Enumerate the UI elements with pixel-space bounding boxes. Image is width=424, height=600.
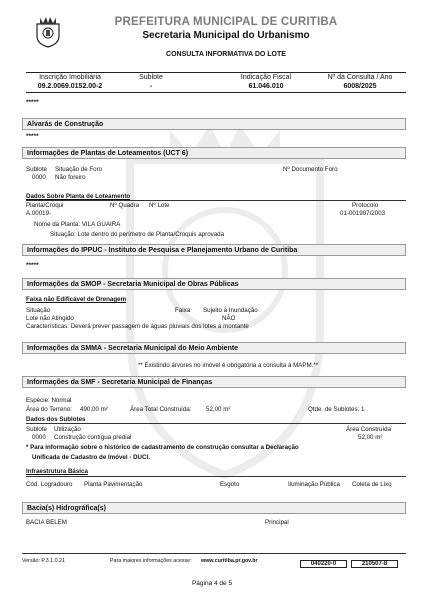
smf-sublote-value: 0000 bbox=[32, 434, 46, 441]
municipality-title: PREFEITURA MUNICIPAL DE CURITIBA bbox=[114, 16, 338, 28]
smf-area-total-value: 52,00 m² bbox=[206, 406, 231, 413]
smop-col-sujeito: Sujeito à Inundação bbox=[203, 307, 258, 314]
consulta-value: 6008/2025 bbox=[343, 82, 377, 90]
plantas-col-situacao: Situação de Foro bbox=[55, 166, 103, 173]
section-bacias: Bacia(s) Hidrográfica(s) bbox=[22, 502, 406, 514]
alvaras-value: ***** bbox=[26, 133, 39, 140]
plantas-col-documento: Nº Documento Foro bbox=[283, 166, 338, 173]
indicacao-value: 61.046.010 bbox=[248, 82, 284, 90]
plantas-planta-value: A.00019- bbox=[26, 210, 52, 217]
infra-esgoto: Esgoto bbox=[220, 481, 240, 488]
smf-qtde-sublotes: Qtde. de Sublotes: 1 bbox=[308, 406, 365, 413]
sublote-label: Sublote bbox=[139, 74, 163, 81]
plantas-protocolo-value: 01-001907/2003 bbox=[340, 210, 386, 217]
infra-iluminacao: Iluminação Pública bbox=[288, 481, 340, 488]
inscricao-value: 09.2.0069.0152.00-2 bbox=[37, 82, 103, 90]
infra-pavimentacao: Planta Pavimentação bbox=[84, 481, 143, 488]
plantas-sublote-value: 0000 bbox=[32, 174, 46, 181]
dados-sublotes-heading: Dados dos Sublotes bbox=[26, 416, 86, 423]
indicacao-label: Indicação Fiscal bbox=[240, 74, 292, 81]
page-number: Página 4 de 5 bbox=[191, 580, 233, 587]
inscricao-label: Inscrição Imobiliária bbox=[39, 74, 101, 81]
smf-area-value: 52,00 m² bbox=[358, 434, 383, 441]
plantas-col-protocolo: Protocolo bbox=[352, 202, 379, 209]
footer-divider bbox=[22, 553, 406, 554]
plantas-situacao-planta: Situação: Lote dentro do perímetro de Planta/Croquis aprovada bbox=[50, 231, 225, 238]
secretariat-title: Secretaria Municipal do Urbanismo bbox=[142, 30, 310, 41]
smf-utilizacao-value: Construção contígua predial bbox=[54, 434, 132, 441]
plantas-col-planta: Planta/Croqui bbox=[26, 202, 64, 209]
stars-placeholder: ***** bbox=[26, 99, 39, 106]
dados-planta-heading: Dados Sobre Planta de Loteamento bbox=[26, 193, 131, 200]
divider bbox=[26, 423, 406, 424]
footer-version: Versão: P.3.1.0.21 bbox=[22, 558, 65, 564]
infra-heading: Infraestrutura Básica bbox=[26, 468, 88, 475]
inscricao-cell bbox=[30, 74, 110, 92]
document-header bbox=[26, 12, 406, 48]
plantas-col-lote: Nº Lote bbox=[149, 202, 170, 209]
smop-col-faixa: Faixa bbox=[175, 307, 191, 314]
plantas-col-quadra: Nº Quadra bbox=[110, 202, 140, 209]
bacia-type: Principal bbox=[265, 519, 289, 526]
footer-more-info: Para maiores informações acesse: bbox=[110, 558, 192, 564]
document-title: CONSULTA INFORMATIVA DO LOTE bbox=[166, 51, 286, 58]
section-alvaras: Alvarás de Construção bbox=[22, 118, 406, 130]
smf-area-terreno-value: 490,00 m² bbox=[80, 406, 108, 413]
sublote-value: - bbox=[149, 82, 153, 90]
smf-note-line1: * Para informação sobre o histórico de cadastramento de construção consultar a Declaração bbox=[26, 444, 299, 451]
smop-sujeito-value: NÃO bbox=[222, 315, 236, 322]
plantas-situacao-value: Não foreiro bbox=[55, 174, 86, 181]
plantas-nome: Nome da Planta: VILA GUAIRA bbox=[34, 221, 121, 228]
smop-col-situacao: Situação bbox=[26, 307, 51, 314]
smf-col-area: Área Construída bbox=[346, 426, 392, 433]
indicacao-cell bbox=[226, 74, 306, 92]
divider bbox=[26, 200, 406, 201]
smf-area-total-label: Área Total Construída: bbox=[130, 406, 192, 413]
smf-area-terreno-label: Área do Terreno: bbox=[26, 406, 72, 413]
consulta-cell bbox=[314, 74, 406, 92]
consulta-label: Nº da Consulta / Ano bbox=[327, 74, 393, 81]
smop-caracteristicas: Características: Deverá prever passagem de águas pluviais dos lotes a montante bbox=[26, 323, 249, 330]
divider bbox=[26, 476, 406, 477]
lot-identification-row bbox=[26, 72, 406, 93]
section-plantas: Informações de Plantas de Loteamentos (UCT 6) bbox=[22, 147, 406, 159]
smf-col-utilizacao: Utilização bbox=[54, 426, 81, 433]
footer-code-2: 210507-8 bbox=[351, 560, 398, 568]
infra-cod-logradouro: Cód. Logradouro bbox=[26, 481, 73, 488]
section-smf: Informações da SMF - Secretaria Municipal de Finanças bbox=[22, 376, 406, 388]
smop-situacao-value: Lote não Atingido bbox=[26, 315, 74, 322]
faixa-heading: Faixa não Edificável de Drenagem bbox=[26, 296, 127, 303]
section-ippuc: Informações do IPPUC - Instituto de Pesquisa e Planejamento Urbano de Curitiba bbox=[22, 244, 406, 256]
section-smop: Informações da SMOP - Secretaria Municipal de Obras Públicas bbox=[22, 278, 406, 290]
smf-note-line2: Unificada de Cadastro de Imóvel - DUCI. bbox=[32, 454, 150, 461]
watermark-crest-icon bbox=[110, 120, 340, 480]
smf-especie: Espécie: Normal bbox=[26, 397, 72, 404]
ippuc-value: ***** bbox=[26, 262, 39, 269]
plantas-col-sublote: Sublote bbox=[26, 166, 47, 173]
footer-code-1: 040220-0 bbox=[300, 560, 347, 568]
sublote-cell bbox=[126, 74, 176, 92]
section-smma: Informações da SMMA - Secretaria Municipal do Meio Ambiente bbox=[22, 342, 406, 354]
smma-note: ** Existindo árvores no imóvel é obrigatória a consulta à MAPM.** bbox=[138, 362, 319, 369]
bacia-name: BACIA BELEM bbox=[26, 519, 67, 526]
smf-col-sublote: Sublote bbox=[26, 426, 47, 433]
infra-coleta-lixo: Coleta de Lixo bbox=[352, 481, 392, 488]
footer-website-link[interactable]: www.curitiba.pr.gov.br bbox=[201, 558, 258, 564]
